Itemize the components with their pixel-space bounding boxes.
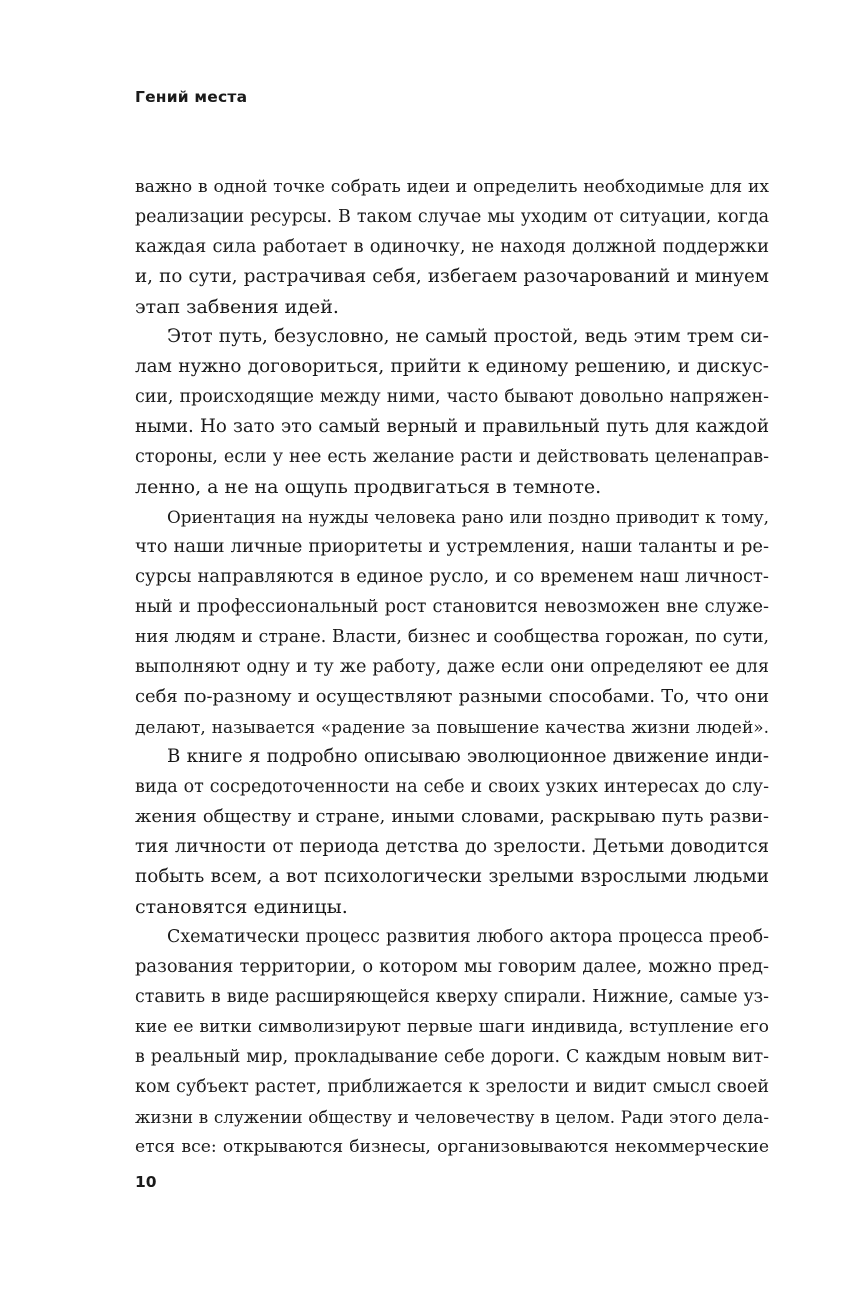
text-line: жения обществу и стране, иными словами, раскрываю путь разви- [135,807,769,827]
text-line: побыть всем, а вот психологически зрелыми взрослыми людьми [135,866,769,887]
page-body [135,172,769,1162]
text-line: ния людям и стране. Власти, бизнес и сообщества горожан, по сути, [135,627,769,647]
text-line: себя по-разному и осуществляют разными способами. То, что они [135,686,769,707]
text-line: сурсы направляются в единое русло, и со временем наш личност- [135,566,769,587]
text-line: Ориентация на нужды человека рано или поздно приводит к тому, [167,507,769,527]
text-line: В книге я подробно описываю эволюционное движение инди- [167,746,769,767]
running-title: Гений места [135,88,248,106]
text-line: кие ее витки символизируют первые шаги индивида, вступление его [135,1017,769,1037]
paragraph [135,172,769,322]
text-line: Схематически процесс развития любого актора процесса преоб- [167,927,769,947]
text-line: лам нужно договориться, прийти к единому решению, и дискус- [135,356,769,377]
text-line: делают, называется «радение за повышение качества жизни людей». [135,717,769,737]
text-line: тия личности от периода детства до зрелости. Детьми доводится [135,836,769,857]
page-number: 10 [135,1173,157,1191]
text-line: разования территории, о котором мы говорим далее, можно пред- [135,956,769,977]
text-line: ком субъект растет, приближается к зрелости и видит смысл своей [135,1077,769,1097]
text-line: и, по сути, растрачивая себя, избегаем разочарований и минуем [135,266,769,287]
text-line: стороны, если у нее есть желание расти и действовать целенаправ- [135,447,769,467]
text-line: вида от сосредоточенности на себе и своих узких интересах до слу- [135,777,769,797]
text-line: сии, происходящие между ними, часто бывают довольно напряжен- [135,387,769,407]
text-line: реализации ресурсы. В таком случае мы уходим от ситуации, когда [135,207,769,227]
text-line: выполняют одну и ту же работу, даже если они определяют ее для [135,657,769,677]
text-line: ется все: открываются бизнесы, организовываются некоммерческие [135,1137,769,1157]
text-line: этап забвения идей. [135,296,339,318]
text-line: важно в одной точке собрать идеи и определить необходимые для их [135,177,769,197]
text-line: ставить в виде расширяющейся кверху спирали. Нижние, самые уз- [135,987,769,1007]
text-line: ный и профессиональный рост становится невозможен вне служе- [135,597,769,617]
text-line: что наши личные приоритеты и устремления, наши таланты и ре- [135,536,769,557]
paragraph [135,742,769,922]
text-line: жизни в служении обществу и человечеству в целом. Ради этого дела- [135,1107,769,1127]
text-line: Этот путь, безусловно, не самый простой, ведь этим трем си- [167,326,769,347]
paragraph [135,502,769,742]
text-line: становятся единицы. [135,896,348,918]
paragraph [135,922,769,1162]
text-line: ленно, а не на ощупь продвигаться в темноте. [135,476,602,498]
text-line: каждая сила работает в одиночку, не находя должной поддержки [135,236,769,257]
text-line: ными. Но зато это самый верный и правильный путь для каждой [135,416,769,437]
paragraph [135,322,769,502]
text-line: в реальный мир, прокладывание себе дороги. С каждым новым вит- [135,1047,769,1067]
